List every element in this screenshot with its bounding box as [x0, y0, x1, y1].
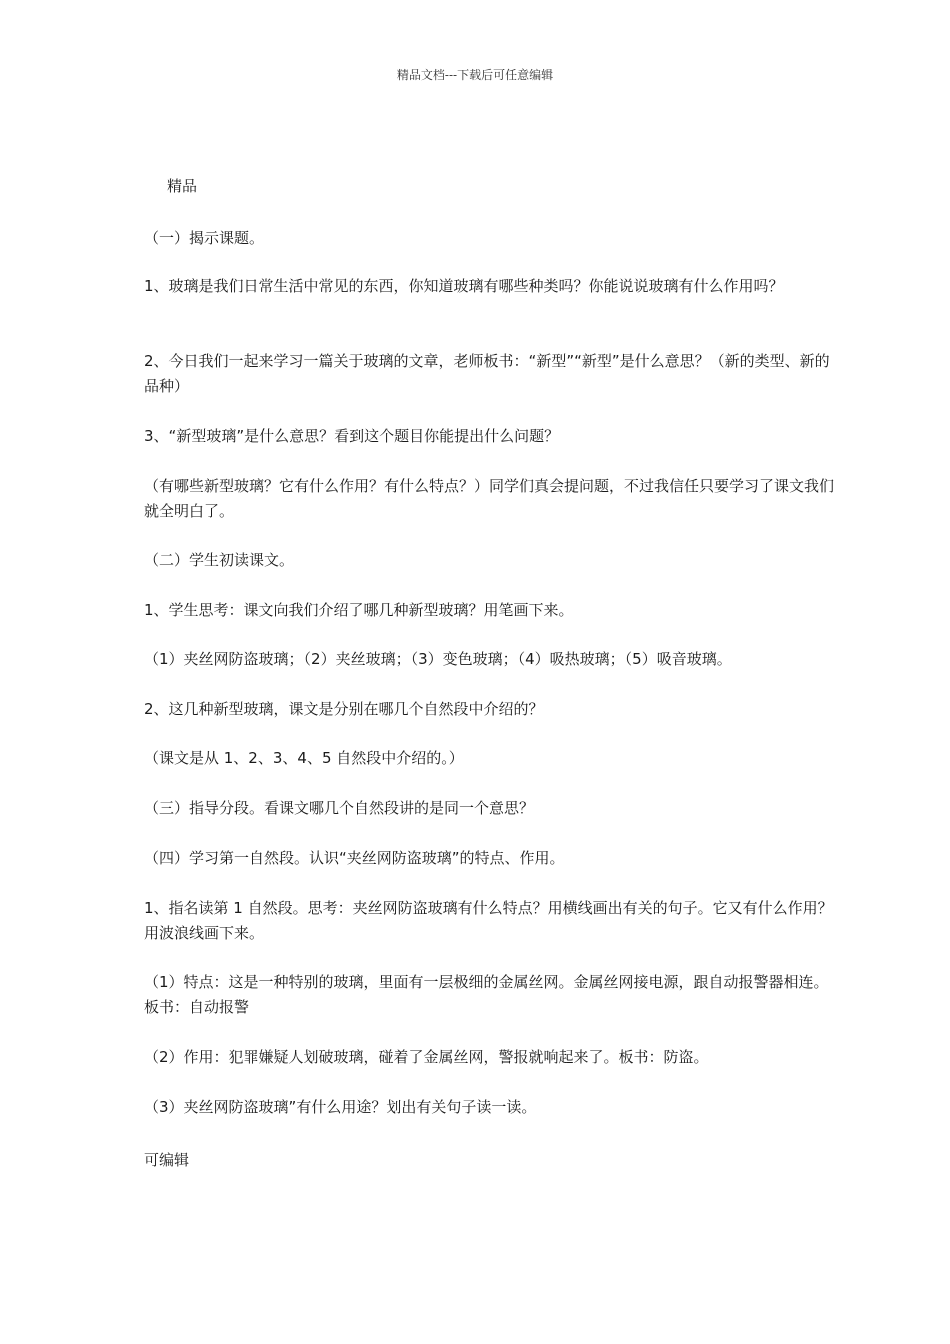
paragraph: （三）指导分段。看课文哪几个自然段讲的是同一个意思？: [144, 799, 535, 817]
page-footer: 可编辑: [144, 1151, 190, 1169]
paragraph: （课文是从 1、2、3、4、5 自然段中介绍的。）: [144, 749, 464, 767]
paragraph: （3）夹丝网防盗玻璃”有什么用途？划出有关句子读一读。: [144, 1098, 537, 1116]
paragraph: （1）特点：这是一种特别的玻璃，里面有一层极细的金属丝网。金属丝网接电源，跟自动报警器相连。板书：自动报警: [144, 973, 829, 1016]
paragraph: （二）学生初读课文。: [144, 551, 295, 569]
paragraph: （2）作用：犯罪嫌疑人划破玻璃，碰着了金属丝网，警报就响起来了。板书：防盗。: [144, 1048, 709, 1066]
top-label: 精品: [167, 177, 198, 195]
paragraph: （一）揭示课题。: [144, 229, 265, 247]
paragraph: （有哪些新型玻璃？它有什么作用？有什么特点？）同学们真会提问题，不过我信任只要学习了课文我们就全明白了。: [144, 477, 835, 520]
paragraph: 1、玻璃是我们日常生活中常见的东西，你知道玻璃有哪些种类吗？你能说说玻璃有什么作用吗？: [144, 277, 784, 295]
paragraph: （四）学习第一自然段。认识“夹丝网防盗玻璃”的特点、作用。: [144, 849, 565, 867]
paragraph: 2、今日我们一起来学习一篇关于玻璃的文章，老师板书：“新型”“新型”是什么意思？（新的类型、新的品种）: [144, 352, 830, 395]
paragraph: 1、指名读第 1 自然段。思考：夹丝网防盗玻璃有什么特点？用横线画出有关的句子。它又有什么作用？用波浪线画下来。: [144, 899, 833, 942]
paragraph: 3、“新型玻璃”是什么意思？看到这个题目你能提出什么问题？: [144, 427, 560, 445]
paragraph: 1、学生思考：课文向我们介绍了哪几种新型玻璃？用笔画下来。: [144, 601, 574, 619]
paragraph: 2、这几种新型玻璃，课文是分别在哪几个自然段中介绍的？: [144, 700, 544, 718]
paragraph: （1）夹丝网防盗玻璃；（2）夹丝玻璃；（3）变色玻璃；（4）吸热玻璃；（5）吸音玻璃。: [144, 650, 732, 668]
page-header: 精品文档---下载后可任意编辑: [396, 68, 554, 82]
